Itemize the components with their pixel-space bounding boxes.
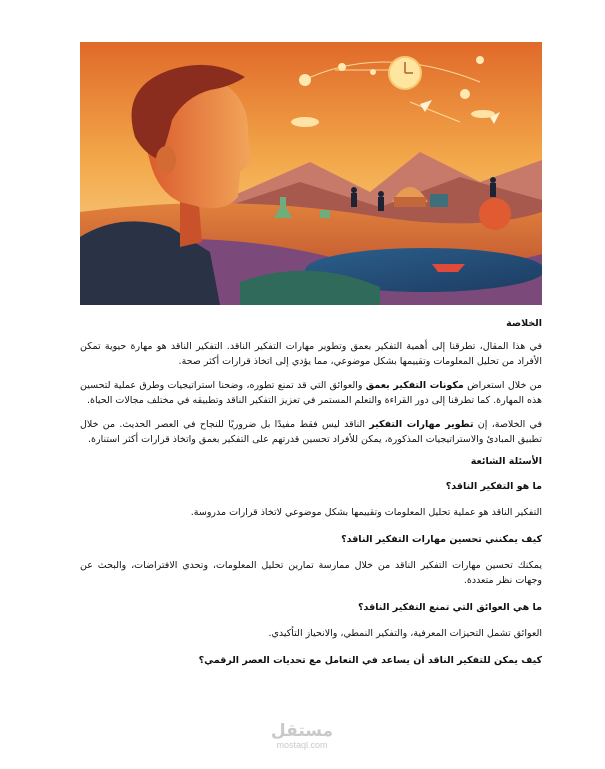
- faq-question: كيف يمكنني تحسين مهارات التفكير الناقد؟: [341, 534, 542, 545]
- faq-question: ما هو التفكير الناقد؟: [445, 481, 542, 492]
- faq-answer: التفكير الناقد هو عملية تحليل المعلومات وتقييمها بشكل موضوعي لاتخاذ قرارات مدروسة.: [190, 507, 542, 518]
- text-run: من خلال استعراض: [463, 380, 542, 391]
- watermark-latin: mostaql.com: [276, 740, 328, 750]
- faq-answer: يمكنك تحسين مهارات التفكير الناقد من خلال ممارسة تمارين تحليل المعلومات، وتحدي الافتراضات، والبحث عن وجهات نظر متعددة.: [80, 560, 542, 586]
- text-run: الناقد ليس فقط مفيدًا بل ضروريًا للنجاح في العصر الحديث. من خلال تطبيق المبادئ والاستراتيجيات المذكورة، يمكن للأفراد تحسين قدرتهم على التفكير بعمق واتخاذ قرارات أكثر استنارة.: [80, 419, 542, 445]
- faq-question: ما هي العوائق التي تمنع التفكير الناقد؟: [358, 602, 542, 613]
- conclusion-heading: الخلاصة: [506, 318, 542, 329]
- bold-link-text: تطوير مهارات التفكير: [369, 419, 474, 430]
- text-run: في الخلاصة، إن: [473, 419, 543, 430]
- conclusion-paragraph-2: [80, 378, 542, 408]
- thinking-man-landscape-image: [80, 42, 542, 305]
- article-content: [80, 318, 542, 679]
- watermark-arabic: مستقل: [270, 721, 334, 741]
- faq-heading: الأسئلة الشائعة: [470, 456, 542, 467]
- article-illustration: [80, 42, 542, 305]
- conclusion-paragraph-3: [80, 417, 542, 447]
- sun-icon: [299, 74, 311, 86]
- faq-answer: العوائق تشمل التحيزات المعرفية، والتفكير النمطي، والانحياز التأكيدي.: [268, 628, 542, 639]
- text-run: والعوائق التي قد تمنع تطوره، وضحنا استراتيجيات وطرق عملية لتحسين هذه المهارة. كما تطرقنا إلى دور القراءة والتعلم المستمر في تعزيز التفكير الناقد وتطبيقه في مختلف مجالات الحياة.: [80, 380, 542, 406]
- mostaql-watermark: [262, 722, 342, 750]
- bold-link-text: مكونات التفكير بعمق: [365, 380, 464, 391]
- conclusion-paragraph-1: في هذا المقال، تطرقنا إلى أهمية التفكير بعمق وتطوير مهارات التفكير الناقد. التفكير الناقد هو مهارة حيوية تمكن الأفراد من تحليل المعلومات وتقييمها بشكل موضوعي، مما يؤدي إلى اتخاذ قرارات أكثر صحة.: [80, 341, 542, 367]
- star-icon: [338, 63, 346, 71]
- star-icon: [370, 69, 376, 75]
- faq-question: كيف يمكن للتفكير الناقد أن يساعد في التعامل مع تحديات العصر الرقمي؟: [198, 655, 542, 666]
